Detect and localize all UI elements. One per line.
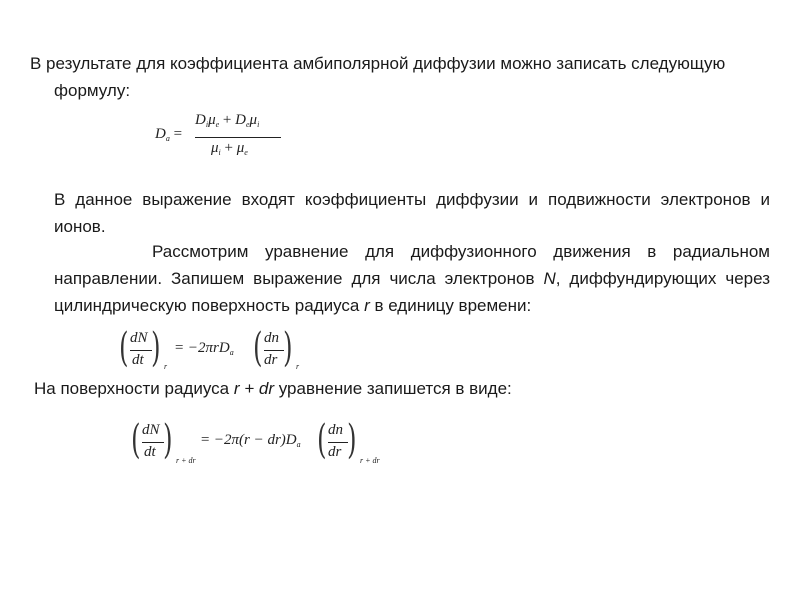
formula2-den-left: dt: [132, 352, 144, 368]
symbol-r: r: [364, 296, 370, 315]
formula3-rparen-left: ): [163, 417, 173, 463]
symbol-r-plus-dr: r + dr: [233, 379, 274, 398]
formula1-lhs: D: [155, 126, 166, 142]
formula2-sub-right: r: [296, 362, 300, 371]
formula1-lhs-sub: a: [165, 134, 170, 143]
formula1-fraction-bar: [195, 137, 281, 138]
formula3-sub-right: r + dr: [360, 456, 380, 465]
formula2-bar-right: [264, 350, 284, 351]
formula1-numerator: $D_i\mu_e + D_e\mu_i$: [195, 112, 260, 129]
formula3-bar-left: [142, 442, 164, 443]
formula3-rhs: = $-2\pi(r - dr)D_a$: [200, 432, 301, 449]
formula3-lparen-left: (: [131, 417, 141, 463]
formula3-sub-left: r + dr: [176, 456, 196, 465]
formula2-num-right: dn: [264, 330, 279, 346]
formula3-num-right: dn: [328, 422, 343, 438]
formula-electron-flux: [119, 325, 312, 374]
paragraph-intro-line2: формулу:: [54, 81, 131, 100]
formula3-rparen-right: ): [347, 417, 357, 463]
formula3-num-left: dN: [142, 422, 160, 438]
formula2-bar-left: [130, 350, 152, 351]
paragraph-radial-line1: Рассмотрим уравнение для диффузионного движения в радиальном: [152, 242, 770, 261]
formula3-den-right: dr: [328, 444, 342, 460]
formula2-rhs: = −2πrD$_a$: [174, 340, 234, 357]
formula2-rparen-right: ): [283, 325, 293, 371]
formula3-bar-right: [328, 442, 348, 443]
formula2-sub-left: r: [164, 362, 168, 371]
formula1-denominator: $\mu_i + \mu_e$: [211, 140, 248, 157]
formula1-eq: =: [173, 126, 183, 142]
paragraph-surface: На поверхности радиуса r + dr уравнение запишется в виде:: [34, 379, 512, 398]
formula2-lparen-left: (: [119, 325, 129, 371]
paragraph-intro: [30, 50, 770, 104]
formula2-den-right: dr: [264, 352, 278, 368]
formula2-rparen-left: ): [151, 325, 161, 371]
symbol-N: N: [543, 269, 556, 288]
paragraph-coefficients: В данное выражение входят коэффициенты диффузии и подвижности электронов и ионов.: [54, 190, 770, 236]
paragraph-intro-line1: В результате для коэффициента амбиполярной диффузии можно записать следующую: [30, 54, 726, 73]
formula3-den-left: dt: [144, 444, 156, 460]
formula-electron-flux-shifted: [131, 417, 394, 468]
formula2-num-left: dN: [130, 330, 148, 346]
paragraph-radial-diffusion: Рассмотрим уравнение для диффузионного движения в радиальном направлении. Запишем выражение для числа электронов N, диффундирующих через цилиндрическую поверхность радиуса r в единицу времени:: [54, 238, 770, 319]
formula3-lparen-right: (: [317, 417, 327, 463]
formula-ambipolar-diffusion: [155, 108, 295, 166]
formula2-lparen-right: (: [253, 325, 263, 371]
